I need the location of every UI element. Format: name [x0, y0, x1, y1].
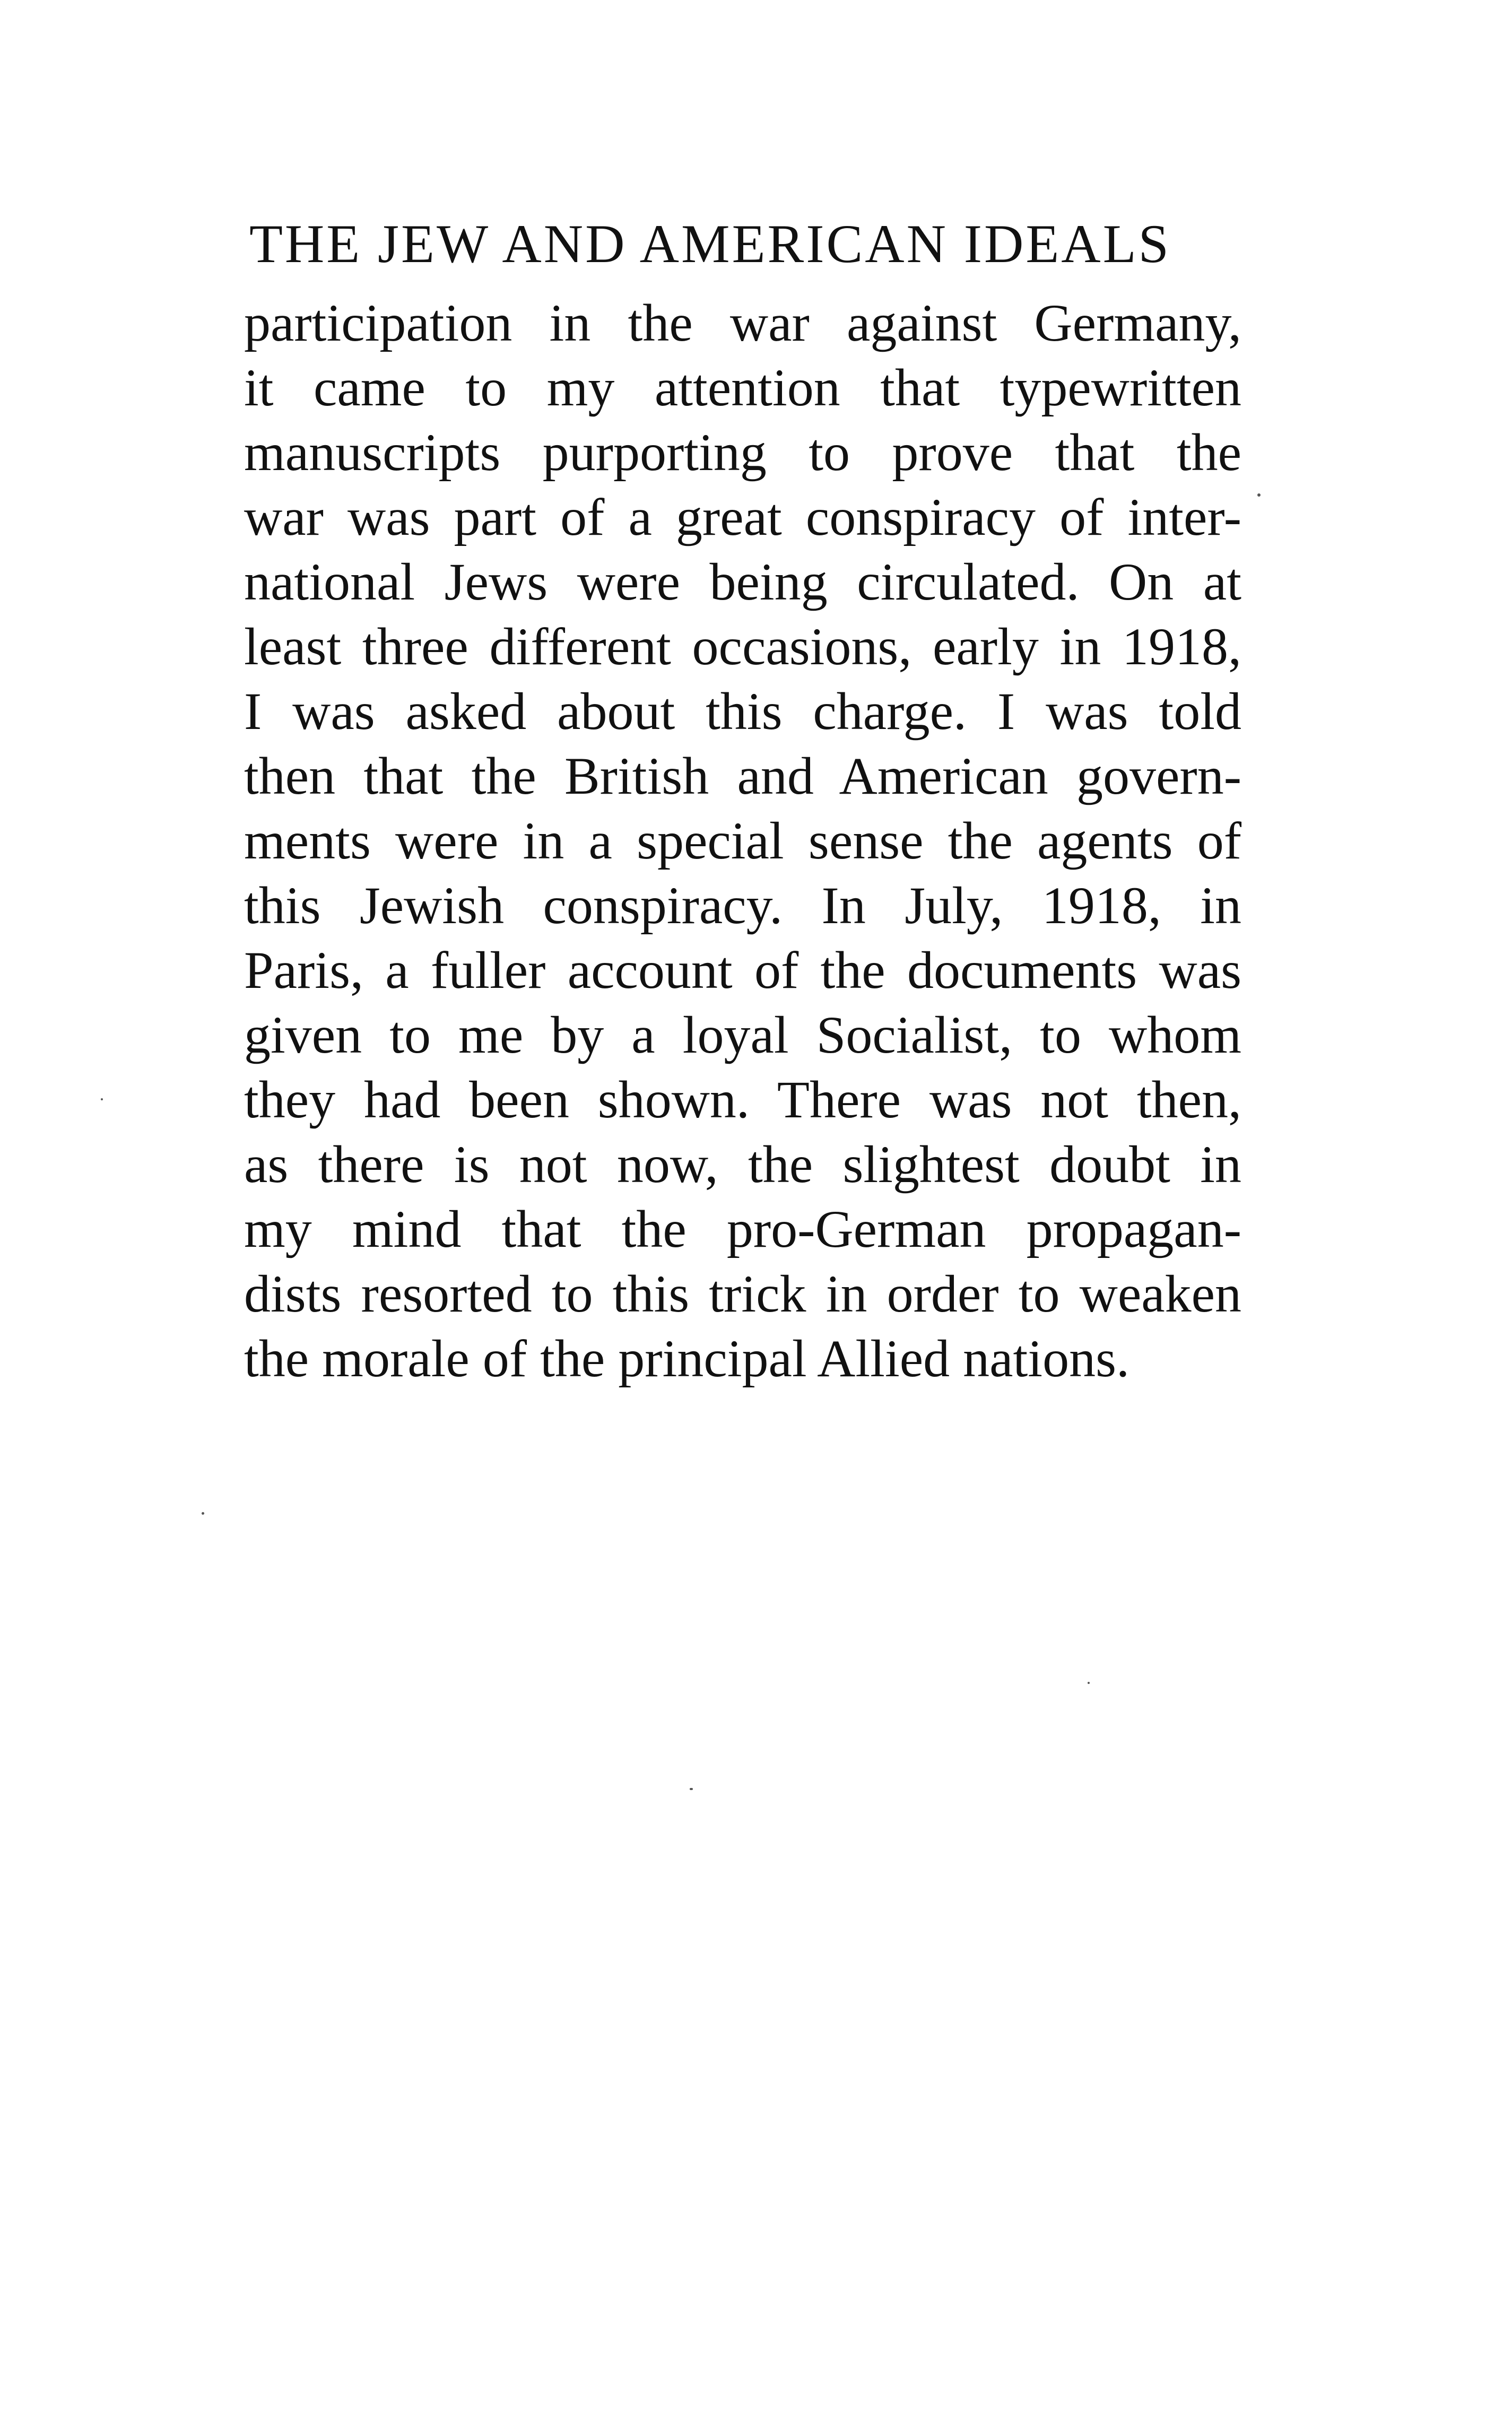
text-line: I was asked about this charge. I was told [244, 682, 1241, 741]
text-line: this Jewish conspiracy. In July, 1918, in [244, 876, 1241, 935]
scan-speck [1088, 1682, 1090, 1684]
text-line: it came to my attention that typewritten [244, 358, 1241, 417]
text-line: ments were in a special sense the agents of [244, 811, 1241, 870]
text-line: they had been shown. There was not then, [244, 1070, 1241, 1129]
text-line: given to me by a loyal Socialist, to whom [244, 1005, 1241, 1064]
running-head: THE JEW AND AMERICAN IDEALS [249, 214, 1171, 274]
text-line: national Jews were being circulated. On at [244, 552, 1241, 611]
scan-speck [1257, 493, 1261, 497]
text-line: manuscripts purporting to prove that the [244, 423, 1241, 482]
scan-speck [101, 1098, 103, 1100]
scan-speck [690, 1788, 693, 1790]
text-line: as there is not now, the slightest doubt in [244, 1135, 1241, 1194]
text-line: my mind that the pro-German propagan- [244, 1200, 1241, 1258]
text-line: dists resorted to this trick in order to weaken [244, 1264, 1241, 1323]
text-line: least three different occasions, early in 1918, [244, 617, 1241, 676]
body-paragraph [244, 291, 1241, 1391]
text-line: Paris, a fuller account of the documents was [244, 941, 1241, 1000]
text-line: war was part of a great conspiracy of inter- [244, 488, 1241, 546]
scan-speck [202, 1512, 204, 1515]
text-line: participation in the war against Germany, [244, 293, 1241, 352]
text-line: then that the British and American govern- [244, 746, 1241, 805]
text-line: the morale of the principal Allied nations. [244, 1329, 1129, 1388]
